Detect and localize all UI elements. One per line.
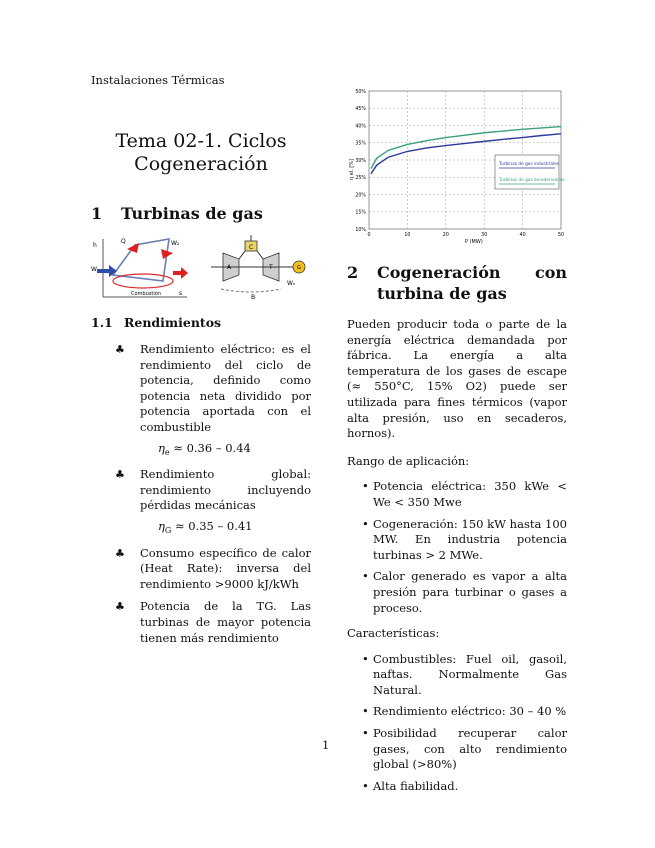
fig-label-w: W [91,266,97,273]
efficiency-list [91,342,311,646]
fig-label-t: T [269,264,273,271]
document-title: Tema 02-1. Ciclos Cogeneración [115,130,287,175]
list-item: ♣ Rendimiento global: rendimiento incluyendo pérdidas mecánicas $\eta_G \approx 0.35 - 0.41$ [91,467,311,538]
y-tick-label: 50% [355,89,366,95]
x-tick-label: 20 [442,233,449,238]
fig-label-c: C [249,244,254,251]
carac-list [347,652,567,795]
list-item: • Potencia eléctrica: 350 kWe < We < 350 Mwe [347,479,567,510]
left-column [91,118,311,653]
y-tick-label: 30% [355,158,366,164]
list-item: ♣ Rendimiento eléctrico: es el rendimiento del ciclo de potencia, definido como potencia neta dividido por potencia aportada con el combustible $\eta_e \approx 0.36 - 0.44$ [91,342,311,460]
list-item: • Combustibles: Fuel oil, gasoil, naftas. Normalmente Gas Natural. [347,652,567,699]
fig-label-combustion: Combustión [131,291,161,297]
y-tick-label: 35% [355,141,366,147]
subsection-heading-1-1: 1.1 Rendimientos [91,315,222,330]
right-column [347,85,567,800]
list-item: • Rendimiento eléctrico: 30 – 40 % [347,704,567,720]
fig-label-w2: W₂ [171,240,180,247]
fig-label-q: Q [121,238,126,245]
section-heading-2: 2 Cogeneración con [347,263,567,282]
fig-label-g: G [297,265,301,271]
ts-cycle-diagram [91,235,191,301]
x-tick-label: 10 [404,233,411,238]
y-tick-label: 10% [355,227,366,233]
legend-entry: Turbinas de gas industriales [499,162,560,167]
legend-entry: Turbinas de gas aeroderivadas [499,178,565,183]
list-item: • Cogeneración: 150 kW hasta 100 MW. En industria potencia turbinas > 2 MWe. [347,517,567,564]
y-tick-label: 20% [355,193,366,199]
list-item: • Alta fiabilidad. [347,779,567,795]
x-tick-label: 50 [557,233,565,238]
paragraph: Pueden producir toda o parte de la energía eléctrica demandada por fábrica. La energía a alta temperatura de los gases de escape (≈ 550°C, 15% O2) puede ser utilizada para fines térmicos (vapor alta presión, uso en secaderos, hornos). [347,317,567,441]
x-tick-label: 0 [367,233,371,238]
fig-label-a: A [227,264,232,271]
x-tick-label: 40 [519,233,526,238]
fig-label-s: s [179,290,183,297]
x-tick-label: 30 [481,233,488,238]
carac-label: Características: [347,626,440,641]
y-tick-label: 45% [355,107,366,113]
list-item: • Calor generado es vapor a alta presión para turbinar o gases a proceso. [347,569,567,616]
y-tick-label: 25% [355,176,366,182]
fig-label-wnet: Wₙ [287,280,296,287]
running-header: Instalaciones Térmicas [91,73,225,87]
list-item: ♣ Potencia de la TG. Las turbinas de mayor potencia tienen más rendimiento [91,599,311,646]
page-number: 1 [322,738,330,752]
equation: $\eta_G \approx 0.35 - 0.41$ [158,518,253,535]
rango-label: Rango de aplicación: [347,453,470,468]
fig-label-h: h [93,242,97,249]
section-heading-1: 1 Turbinas de gas [91,204,263,223]
fig-label-b: B [251,294,256,301]
section-heading-2-cont: turbina de gas [377,284,507,303]
gas-turbine-schematic [211,235,311,301]
equation: $\eta_e \approx 0.36 - 0.44$ [158,440,251,457]
y-tick-label: 15% [355,210,366,216]
list-item: • Posibilidad recuperar calor gases, con alto rendimiento global (>80%) [347,726,567,773]
efficiency-chart [347,85,577,245]
chart-ylabel: η el. [%] [349,158,355,180]
list-item: ♣ Consumo específico de calor (Heat Rate): inversa del rendimiento >9000 kJ/kWh [91,546,311,593]
rango-list [347,479,567,616]
chart-xlabel: P (MW) [465,239,483,245]
y-tick-label: 40% [355,124,366,130]
turbine-figures [91,235,311,305]
